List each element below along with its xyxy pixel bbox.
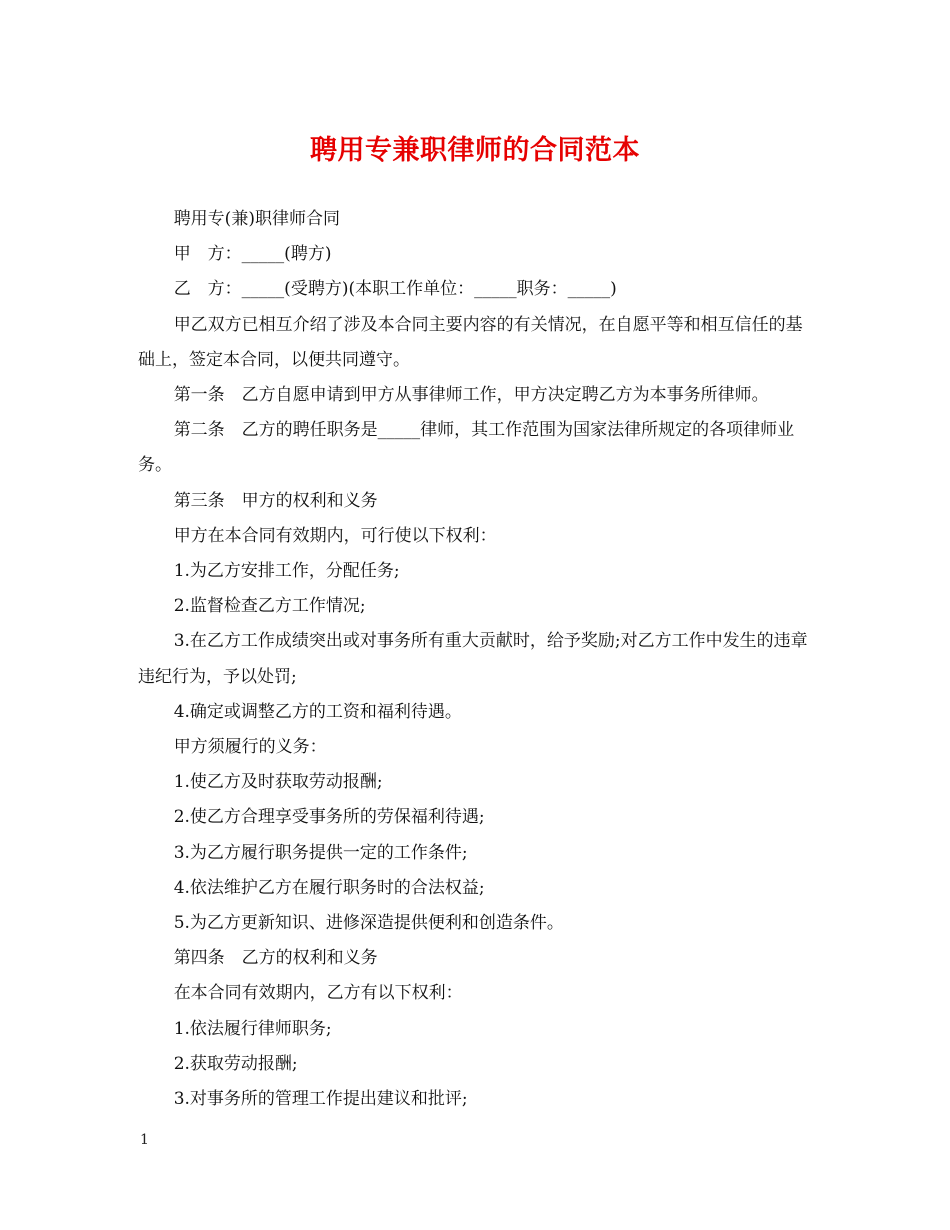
party-a-rights-intro: 甲方在本合同有效期内，可行使以下权利： — [173, 525, 497, 546]
article-1: 第一条 乙方自愿申请到甲方从事律师工作，甲方决定聘乙方为本事务所律师。 — [173, 385, 769, 406]
preamble-paragraph: 甲乙双方已相互介绍了涉及本合同主要内容的有关情况，在自愿平等和相互信任的基础上，签定本合同，以便共同遵守。 — [138, 314, 803, 370]
party-a-obligation-item: 2.使乙方合理享受事务所的劳保福利待遇; — [173, 807, 485, 828]
party-a-obligations-intro: 甲方须履行的义务： — [173, 737, 327, 758]
party-b-right-item: 3.对事务所的管理工作提出建议和批评; — [173, 1089, 468, 1110]
party-a-obligation-item: 5.为乙方更新知识、进修深造提供便利和创造条件。 — [173, 913, 564, 934]
party-a-obligation-item: 1.使乙方及时获取劳动报酬; — [173, 772, 383, 793]
document-body — [138, 202, 814, 1117]
party-b-right-item: 2.获取劳动报酬; — [173, 1053, 298, 1074]
party-a-obligation-item: 3.为乙方履行职务提供一定的工作条件; — [173, 842, 468, 863]
party-b-right-item: 1.依法履行律师职务; — [173, 1018, 332, 1039]
party-a-right-item: 3.在乙方工作成绩突出或对事务所有重大贡献时，给予奖励;对乙方工作中发生的违章违纪行为，予以处罚; — [138, 631, 808, 687]
party-b-rights-intro: 在本合同有效期内，乙方有以下权利： — [173, 983, 463, 1004]
page-number: 1 — [140, 1132, 149, 1148]
article-2: 第二条 乙方的聘任职务是_____律师，其工作范围为国家法律所规定的各项律师业务。 — [138, 420, 795, 476]
party-a-right-item: 1.为乙方安排工作，分配任务; — [173, 561, 400, 582]
article-4-heading: 第四条 乙方的权利和义务 — [173, 948, 378, 969]
article-3-heading: 第三条 甲方的权利和义务 — [173, 490, 378, 511]
party-a-obligation-item: 4.依法维护乙方在履行职务时的合法权益; — [173, 877, 485, 898]
party-b-line: 乙 方：_____(受聘方)(本职工作单位：_____职务：_____) — [173, 279, 617, 300]
party-a-right-item: 4.确定或调整乙方的工资和福利待遇。 — [173, 701, 462, 722]
party-a-right-item: 2.监督检查乙方工作情况; — [173, 596, 366, 617]
contract-heading: 聘用专(兼)职律师合同 — [173, 209, 340, 229]
party-a-line: 甲 方：_____(聘方) — [173, 244, 332, 265]
document-title: 聘用专兼职律师的合同范本 — [310, 135, 640, 166]
